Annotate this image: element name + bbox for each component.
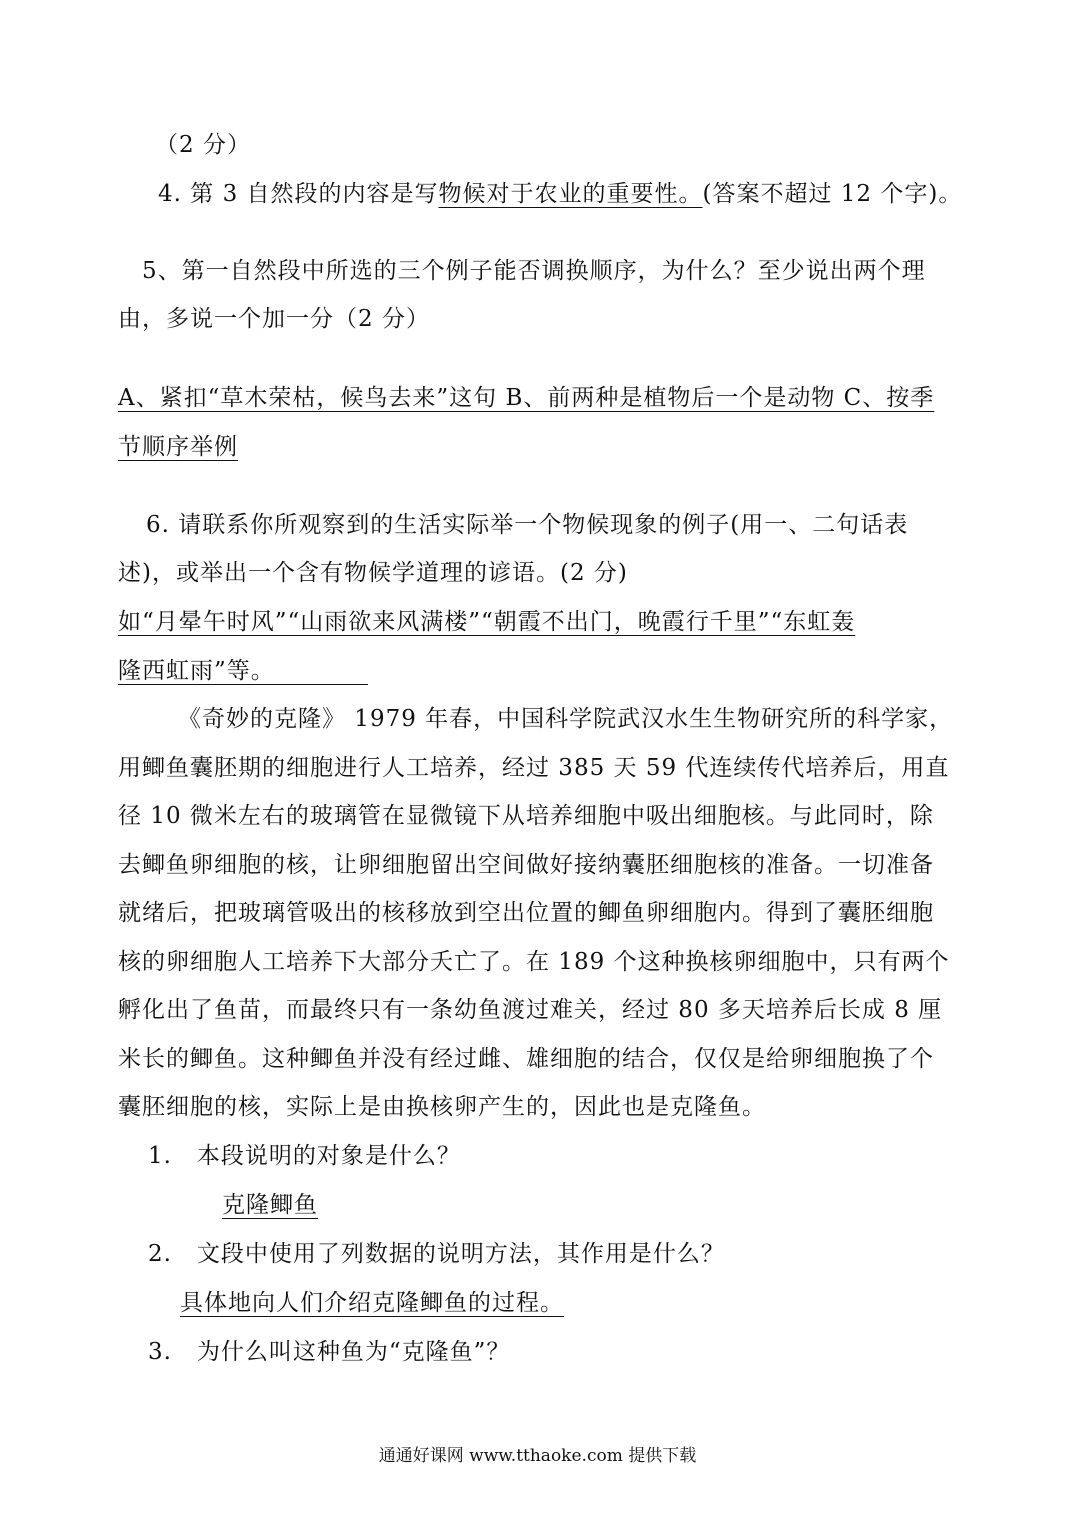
score-line: （2 分）	[155, 132, 251, 158]
question-text: 文段中使用了列数据的说明方法，其作用是什么？	[196, 1241, 725, 1267]
passage-line: 用鲫鱼囊胚期的细胞进行人工培养，经过 385 天 59 代连续传代培养后，用直	[118, 755, 950, 781]
question-text: 为什么叫这种鱼为“克隆鱼”？	[196, 1339, 511, 1365]
question-number: 1.	[148, 1143, 172, 1169]
question-4-prefix: 4. 第 3 自然段的内容是写	[158, 181, 439, 207]
passage-line: 《奇妙的克隆》 1979 年春，中国科学院武汉水生生物研究所的科学家，	[178, 706, 954, 732]
question-item	[148, 1335, 510, 1369]
page-footer: 通通好课网 www.tthaoke.com 提供下载	[378, 1446, 697, 1466]
question-number: 3.	[148, 1339, 172, 1365]
question-number: 2.	[148, 1241, 172, 1267]
question-6-answer-line-1: 如“月晕午时风”“山雨欲来风满楼”“朝霞不出门，晚霞行千里”“东虹轰	[118, 609, 856, 635]
question-item	[148, 1237, 725, 1271]
passage-line: 囊胚细胞的核，实际上是由换核卵产生的，因此也是克隆鱼。	[118, 1094, 766, 1120]
question-4-suffix: (答案不超过 12 个字)。	[702, 181, 963, 207]
question-5-line-1: 5、第一自然段中所选的三个例子能否调换顺序，为什么？至少说出两个理	[142, 258, 926, 284]
question-5-answer-line-1: A、紧扣“草木荣枯，候鸟去来”这句 B、前两种是植物后一个是动物 C、按季	[118, 385, 935, 411]
question-6-answer-line-2: 隆西虹雨”等。	[118, 658, 275, 684]
passage-line: 径 10 微米左右的玻璃管在显微镜下从培养细胞中吸出细胞核。与此同时，除	[118, 803, 934, 829]
question-5-answer-line-2: 节顺序举例	[118, 434, 238, 460]
question-6-line-2: 述)，或举出一个含有物候学道理的谚语。(2 分)	[118, 560, 628, 586]
answer-underline	[118, 684, 368, 685]
question-5-line-2: 由，多说一个加一分（2 分）	[118, 306, 430, 332]
question-text: 本段说明的对象是什么？	[196, 1143, 461, 1169]
question-answer: 具体地向人们介绍克隆鲫鱼的过程。	[180, 1290, 564, 1316]
passage-line: 就绪后，把玻璃管吸出的核移放到空出位置的鲫鱼卵细胞内。得到了囊胚细胞	[118, 900, 934, 926]
passage-line: 米长的鲫鱼。这种鲫鱼并没有经过雌、雄细胞的结合，仅仅是给卵细胞换了个	[118, 1046, 934, 1072]
question-item	[148, 1139, 461, 1173]
passage-line: 孵化出了鱼苗，而最终只有一条幼鱼渡过难关，经过 80 多天培养后长成 8 厘	[118, 997, 943, 1023]
question-4-answer: 物候对于农业的重要性。	[438, 181, 703, 207]
passage-line: 去鲫鱼卵细胞的核，让卵细胞留出空间做好接纳囊胚细胞核的准备。一切准备	[118, 852, 934, 878]
question-answer: 克隆鲫鱼	[222, 1192, 318, 1218]
question-6-line-1: 6. 请联系你所观察到的生活实际举一个物候现象的例子(用一、二句话表	[146, 512, 909, 538]
question-4	[158, 177, 962, 211]
passage-line: 核的卵细胞人工培养下大部分夭亡了。在 189 个这种换核卵细胞中，只有两个	[118, 949, 950, 975]
